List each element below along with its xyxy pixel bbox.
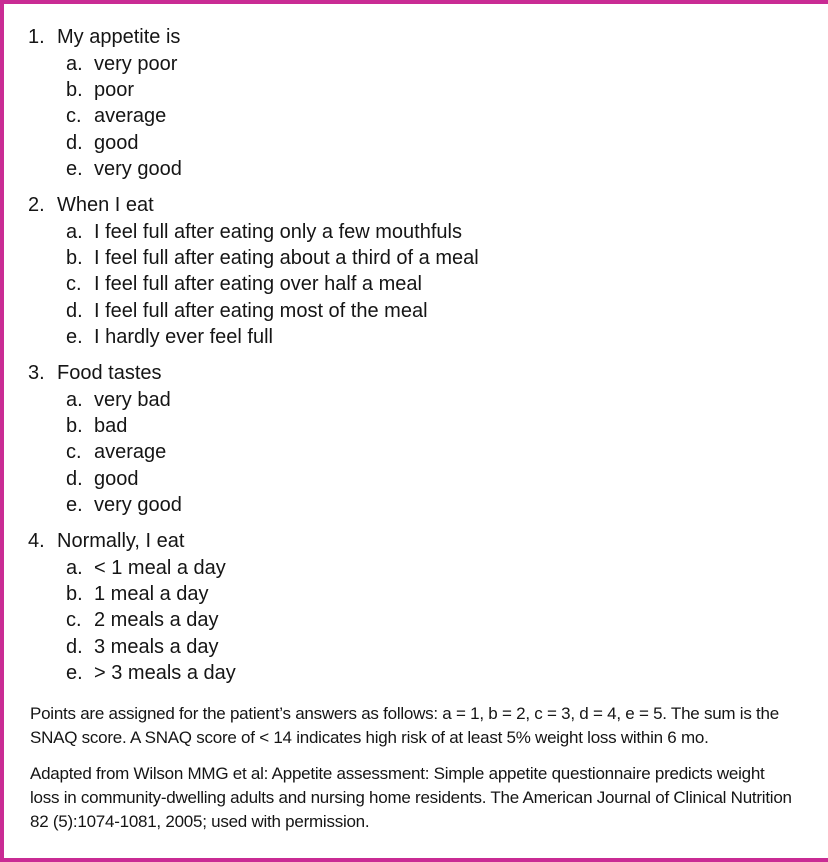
option-text: good: [94, 131, 139, 154]
citation-note: Adapted from Wilson MMG et al: Appetite assessment: Simple appetite questionnaire predicts weight loss in community-dwelling adults and nursing home residents. The American Journal of Clinical Nutrition 82 (5):1074-1081, 2005; used with permission.: [30, 764, 792, 832]
option-letter: e.: [66, 493, 83, 516]
option-text: poor: [94, 79, 135, 102]
option-letter: b.: [66, 583, 83, 606]
question-number: 2.: [28, 194, 45, 217]
question-heading: [28, 528, 802, 555]
option-text: I feel full after eating over half a meal: [94, 273, 422, 296]
option-letter: b.: [66, 247, 83, 270]
option-text: 2 meals a day: [94, 609, 219, 632]
answer-option: [66, 581, 802, 607]
option-text: very bad: [94, 389, 171, 412]
option-text: 3 meals a day: [94, 635, 219, 658]
question-number: 3.: [28, 362, 45, 385]
question-text: Normally, I eat: [57, 530, 185, 553]
question-number: 4.: [28, 530, 45, 553]
question-2: [28, 192, 802, 350]
option-text: average: [94, 105, 167, 128]
answer-option: [66, 298, 802, 324]
answer-option: [66, 634, 802, 660]
question-number: 1.: [28, 26, 45, 48]
question-heading: [28, 360, 802, 387]
option-letter: c.: [66, 441, 82, 464]
option-letter: e.: [66, 325, 83, 348]
answer-option: [66, 466, 802, 492]
question-4: [28, 528, 802, 686]
option-letter: e.: [66, 661, 83, 684]
answer-option: [66, 660, 802, 686]
option-text: I feel full after eating about a third of a meal: [94, 247, 479, 270]
answer-option: [66, 555, 802, 581]
question-heading: [28, 192, 802, 219]
option-text: very poor: [94, 53, 178, 75]
option-letter: b.: [66, 79, 83, 102]
option-letter: d.: [66, 635, 83, 658]
answer-option: [66, 324, 802, 350]
option-text: > 3 meals a day: [94, 661, 236, 684]
options-list: [66, 219, 802, 350]
option-letter: e.: [66, 157, 83, 180]
option-letter: b.: [66, 415, 83, 438]
answer-option: [66, 271, 802, 297]
answer-option: [66, 439, 802, 465]
answer-option: [66, 413, 802, 439]
options-list: [66, 387, 802, 518]
answer-option: [66, 77, 802, 103]
option-text: very good: [94, 157, 182, 180]
answer-option: [66, 245, 802, 271]
option-letter: d.: [66, 131, 83, 154]
answer-option: [66, 156, 802, 182]
option-letter: d.: [66, 299, 83, 322]
option-letter: a.: [66, 53, 83, 75]
answer-option: [66, 51, 802, 77]
options-list: [66, 555, 802, 686]
option-letter: a.: [66, 389, 83, 412]
option-text: I feel full after eating only a few mouthfuls: [94, 221, 462, 244]
option-letter: d.: [66, 467, 83, 490]
option-text: 1 meal a day: [94, 583, 209, 606]
answer-option: [66, 103, 802, 129]
answer-option: [66, 492, 802, 518]
option-text: very good: [94, 493, 182, 516]
option-letter: a.: [66, 557, 83, 580]
option-letter: c.: [66, 609, 82, 632]
question-text: My appetite is: [57, 26, 181, 48]
answer-option: [66, 130, 802, 156]
option-text: average: [94, 441, 167, 464]
option-text: < 1 meal a day: [94, 557, 226, 580]
answer-option: [66, 219, 802, 245]
option-text: I hardly ever feel full: [94, 325, 273, 348]
question-3: [28, 360, 802, 518]
question-text: When I eat: [57, 194, 154, 217]
answer-option: [66, 387, 802, 413]
option-letter: c.: [66, 105, 82, 128]
answer-option: [66, 607, 802, 633]
question-text: Food tastes: [57, 362, 162, 385]
question-1: [28, 24, 802, 182]
option-letter: a.: [66, 221, 83, 244]
options-list: [66, 51, 802, 182]
option-text: good: [94, 467, 139, 490]
scoring-note: Points are assigned for the patient’s answers as follows: a = 1, b = 2, c = 3, d = 4, e = 5. The sum is the SNAQ score. A SNAQ score of < 14 indicates high risk of at least 5% weight loss within 6 mo.: [30, 704, 779, 748]
question-heading: [28, 24, 802, 51]
option-text: bad: [94, 415, 128, 438]
option-letter: c.: [66, 273, 82, 296]
option-text: I feel full after eating most of the meal: [94, 299, 428, 322]
